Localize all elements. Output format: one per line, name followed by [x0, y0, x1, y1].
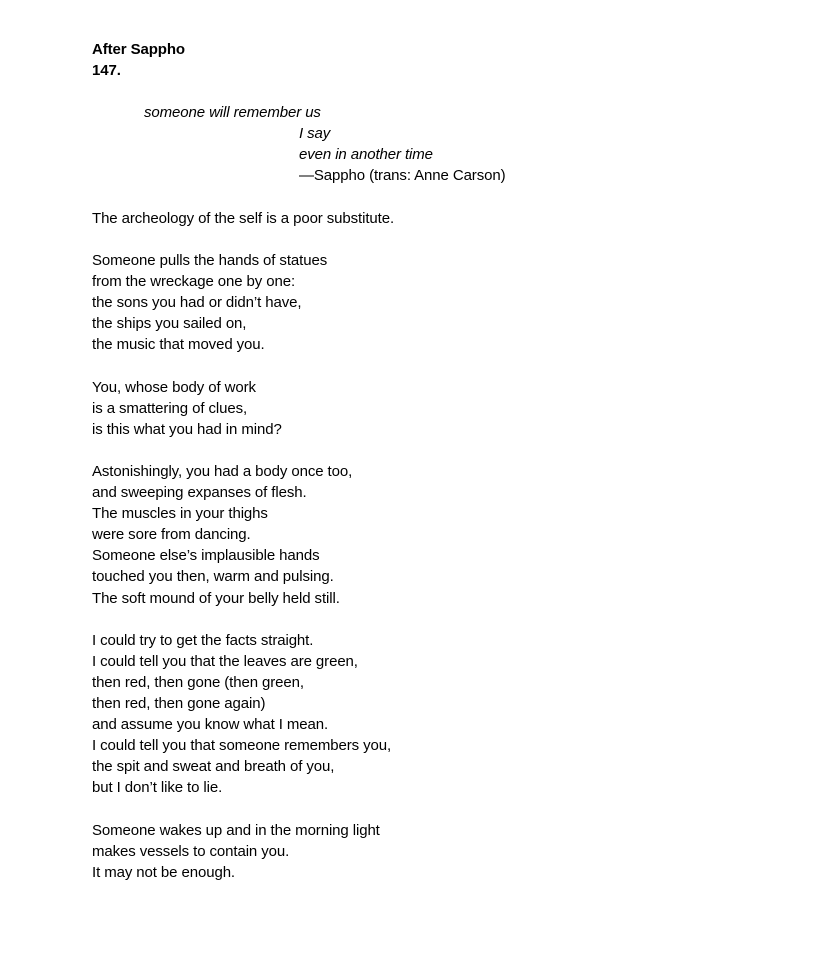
- poem-line: Someone wakes up and in the morning light: [92, 822, 380, 839]
- poem-line: I could tell you that the leaves are green,: [92, 653, 358, 670]
- poem-line: The muscles in your thighs: [92, 505, 268, 522]
- poem-line: makes vessels to contain you.: [92, 843, 290, 860]
- poem-line: is a smattering of clues,: [92, 400, 248, 417]
- epigraph-line: someone will remember us: [144, 104, 321, 121]
- poem-line: Someone else’s implausible hands: [92, 547, 320, 564]
- poem-number: 147.: [92, 62, 121, 79]
- poem-line: but I don’t like to lie.: [92, 779, 223, 796]
- poem-line: and assume you know what I mean.: [92, 716, 329, 733]
- poem-line: Someone pulls the hands of statues: [92, 252, 328, 269]
- poem-line: from the wreckage one by one:: [92, 273, 296, 290]
- poem-line: The soft mound of your belly held still.: [92, 590, 340, 607]
- poem-line: and sweeping expanses of flesh.: [92, 484, 307, 501]
- epigraph-attribution: —Sappho (trans: Anne Carson): [299, 167, 506, 184]
- poem-line: You, whose body of work: [92, 379, 256, 396]
- poem-line: the music that moved you.: [92, 336, 265, 353]
- poem-line: then red, then gone (then green,: [92, 674, 304, 691]
- poem-line: It may not be enough.: [92, 864, 236, 881]
- epigraph-line: I say: [299, 125, 331, 142]
- poem-line: touched you then, warm and pulsing.: [92, 568, 334, 585]
- poem-line: the ships you sailed on,: [92, 315, 247, 332]
- poem-line: The archeology of the self is a poor substitute.: [92, 210, 395, 227]
- poem-line: I could tell you that someone remembers you,: [92, 737, 392, 754]
- poem-line: the sons you had or didn’t have,: [92, 294, 302, 311]
- poem-line: Astonishingly, you had a body once too,: [92, 463, 353, 480]
- poem-title: After Sappho: [92, 41, 185, 58]
- poem-line: then red, then gone again): [92, 695, 266, 712]
- poem-line: is this what you had in mind?: [92, 421, 282, 438]
- poem-line: the spit and sweat and breath of you,: [92, 758, 335, 775]
- poem-line: I could try to get the facts straight.: [92, 632, 314, 649]
- epigraph-line: even in another time: [299, 146, 433, 163]
- poem-line: were sore from dancing.: [92, 526, 251, 543]
